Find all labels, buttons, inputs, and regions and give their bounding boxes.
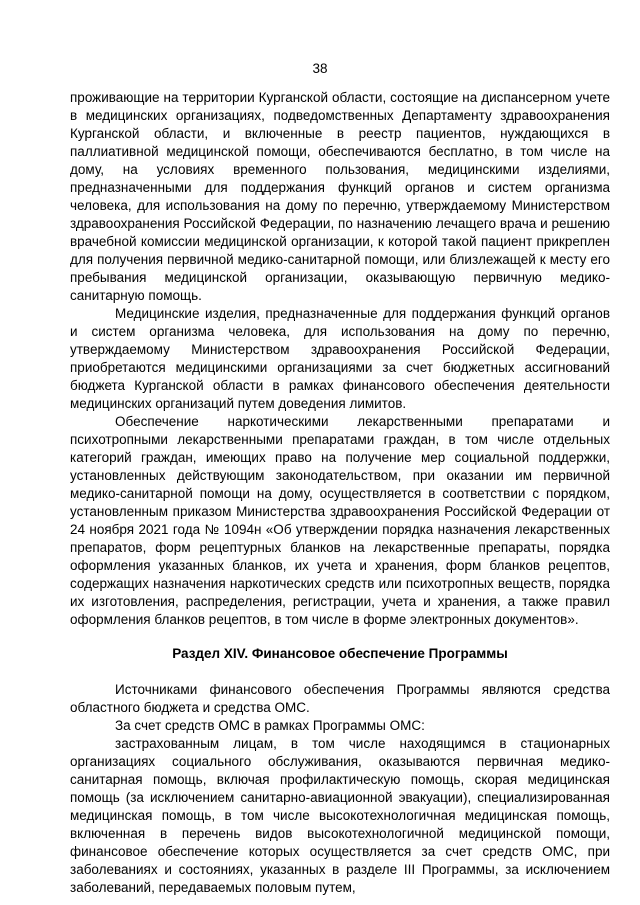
section-heading: Раздел XIV. Финансовое обеспечение Программы: [172, 646, 508, 661]
paragraph-narcotic-drugs: Обеспечение наркотическими лекарственными препаратами и психотропными лекарственными препаратами граждан, в том числе отдельных категорий граждан, имеющих право на получение мер социальной поддержки, установленных действующим законодательством, при оказании им первичной медико-санитарной помощи на дому, осуществляется в соответствии с порядком, установленным приказом Министерства здравоохранения Российской Федерации от 24 ноября 2021 года № 1094н «Об утверждении порядка назначения лекарственных препаратов, форм рецептурных бланков на лекарственные препараты, порядка оформления указанных бланков, их учета и хранения, форм бланков рецептов, содержащих назначения наркотических средств или психотропных веществ, порядка их изготовления, распределения, регистрации, учета и хранения, а также правил оформления бланков рецептов, в том числе в форме электронных документов».: [70, 414, 610, 627]
page-number: 38: [312, 61, 328, 76]
paragraph-oms-intro: За счет средств ОМС в рамках Программы ОМС:: [115, 718, 425, 733]
paragraph-palliative-devices: проживающие на территории Курганской области, состоящие на диспансерном учете в медицинских организациях, подведомственных Департаменту здравоохранения Курганской области, и включенные в реестр пациентов, нуждающихся в паллиативной медицинской помощи, обеспечиваются бесплатно, в том числе на дому, на условиях временного пользования, медицинскими изделиями, предназначенными для поддержания функций органов и систем организма человека, для использования на дому по перечню, утверждаемому Министерством здравоохранения Российской Федерации, по назначению лечащего врача и решению врачебной комиссии медицинской организации, к которой такой пациент прикреплен для получения первичной медико-санитарной помощи, или близлежащей к месту его пребывания медицинской организации, оказывающую первичную медико-санитарную помощь.: [70, 90, 610, 303]
paragraph-funding-sources: Источниками финансового обеспечения Программы являются средства областного бюджета и средства ОМС.: [70, 682, 610, 715]
paragraph-medical-devices: Медицинские изделия, предназначенные для поддержания функций органов и систем организма человека, для использования на дому по перечню, утверждаемому Министерством здравоохранения Российской Федерации, приобретаются медицинскими организациями за счет бюджетных ассигнований бюджета Курганской области в рамках финансового обеспечения деятельности медицинских организаций путем доведения лимитов.: [70, 306, 610, 411]
document-body: [70, 89, 610, 897]
paragraph-oms-insured: застрахованным лицам, в том числе находящимся в стационарных организациях социального обслуживания, оказываются первичная медико-санитарная помощь, включая профилактическую помощь, скорая медицинская помощь (за исключением санитарно-авиационной эвакуации), специализированная медицинская помощь, в том числе высокотехнологичная медицинская помощь, включенная в перечень видов высокотехнологичной медицинской помощи, финансовое обеспечение которых осуществляется за счет средств ОМС, при заболеваниях и состояниях, указанных в разделе III Программы, за исключением заболеваний, передаваемых половым путем,: [70, 736, 610, 895]
